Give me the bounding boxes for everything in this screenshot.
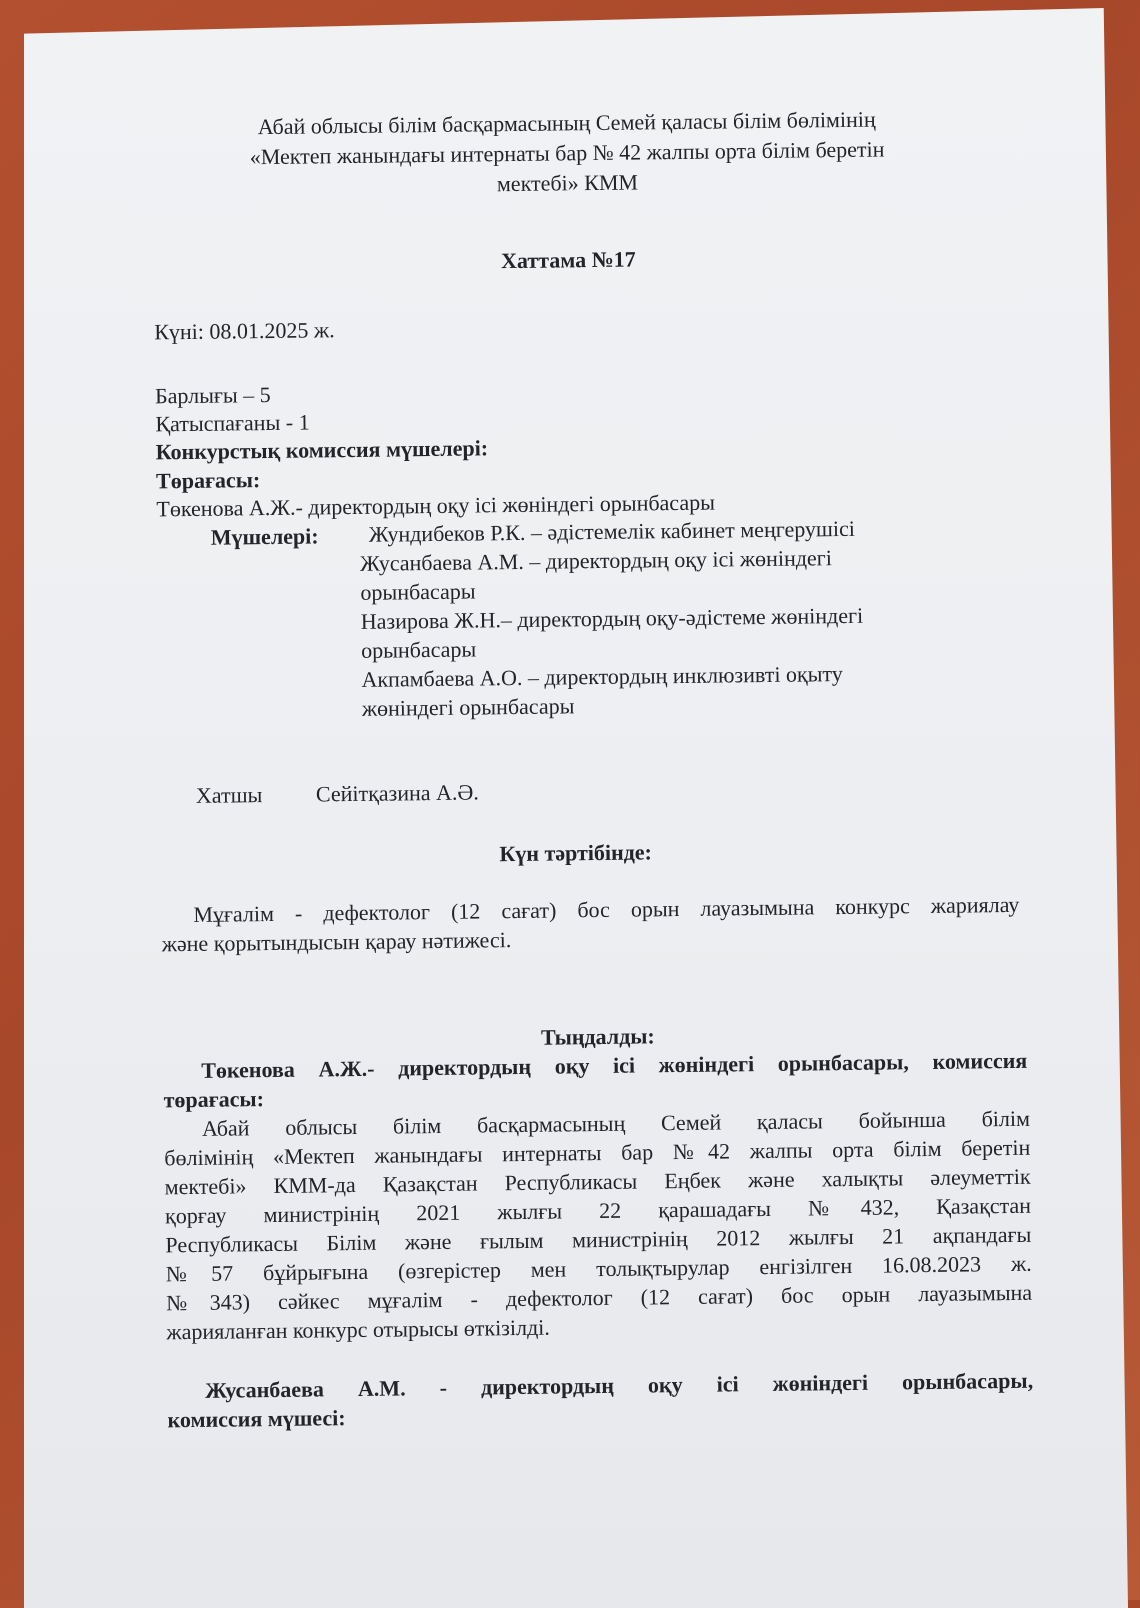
protocol-date: Күні: 08.01.2025 ж. — [154, 317, 335, 345]
member-3-cont: орынбасары — [361, 636, 477, 663]
paragraph-1-line-3: мектебі» КММ-да Қазақстан Республикасы Еңбек және халықты әлеуметтік — [164, 1163, 1031, 1200]
agenda-line-2: және қорытындысын қарау нәтижесі. — [161, 927, 512, 957]
speaker-2 — [167, 1366, 1034, 1435]
paragraph-1-line-7: №343) сәйкес мұғалім - дефектолог (12 сағат) бос орын лауазымына — [165, 1279, 1033, 1316]
members-label: Мүшелері: — [210, 523, 319, 550]
member-2-cont: орынбасары — [360, 578, 476, 605]
speaker-1-line-2: төрағасы: — [163, 1086, 265, 1113]
speaker-2-line-2: комиссия мүшесі: — [167, 1405, 346, 1433]
heard-heading: Тыңдалды: — [540, 1023, 655, 1050]
header-line-3: мектебі» КММ — [496, 169, 639, 197]
total-count: Барлығы – 5 — [154, 381, 271, 409]
protocol-title: Хаттама №17 — [500, 246, 636, 274]
agenda-line-1: Мұғалім - дефектолог (12 сағат) бос орын лауазымына конкурс жариялау — [193, 891, 1020, 927]
member-3: Назирова Ж.Н.– директордың оқу-әдістеме жөніндегі — [360, 602, 864, 634]
commission-heading: Конкурстық комиссия мүшелері: — [155, 435, 489, 465]
secretary-name: Сейітқазина А.Ә. — [315, 779, 479, 807]
chair-name: Төкенова А.Ж.- директордың оқу ісі жөніндегі орынбасары — [156, 489, 716, 522]
header-line-1: Абай облысы білім басқармасының Семей қаласы білім бөлімінің — [257, 106, 876, 140]
paragraph-1-line-6: №57 бұйрығына (өзгерістер мен толықтырулар енгізілген 16.08.2023 ж. — [165, 1250, 1032, 1287]
member-1: Жундибеков Р.К. – әдістемелік кабинет меңгерушісі — [368, 515, 856, 547]
paragraph-1 — [164, 1104, 1033, 1347]
secretary-label: Хатшы — [195, 782, 263, 808]
paragraph-1-line-1: Абай облысы білім басқармасының Семей қаласы бойынша білім — [201, 1105, 1031, 1141]
speaker-1 — [163, 1046, 1028, 1115]
agenda-text — [161, 890, 1020, 958]
header-line-2: «Мектеп жанындағы интернаты бар № 42 жалпы орта білім беретін — [249, 136, 885, 170]
paragraph-1-line-2: бөлімінің «Мектеп жанындағы интернаты бар №42 жалпы орта білім беретін — [164, 1134, 1031, 1171]
absent-count: Қатыспағаны - 1 — [155, 409, 310, 437]
member-4: Акпамбаева А.О. – директордың инклюзивті оқыту — [361, 661, 843, 692]
speaker-2-line-1: Жусанбаева А.М. - директордың оқу ісі жөніндегі орынбасары, — [205, 1367, 1034, 1403]
chair-label: Төрағасы: — [155, 467, 261, 494]
member-2: Жусанбаева А.М. – директордың оқу ісі жөніндегі — [359, 545, 833, 576]
paragraph-1-line-5: Республикасы Білім және ғылым министрінің 2012 жылғы 21 ақпандағы — [165, 1221, 1032, 1258]
paragraph-1-line-4: қорғау министрінің 2021 жылғы 22 қарашадағы №432, Қазақстан — [164, 1192, 1032, 1229]
speaker-1-line-1: Төкенова А.Ж.- директордың оқу ісі жөніндегі орынбасары, комиссия — [201, 1047, 1028, 1083]
member-4-cont: жөніндегі орынбасары — [361, 693, 575, 721]
agenda-heading: Күн тәртібінде: — [499, 839, 653, 867]
paragraph-1-line-8: жарияланған конкурс отырысы өткізілді. — [166, 1314, 550, 1345]
